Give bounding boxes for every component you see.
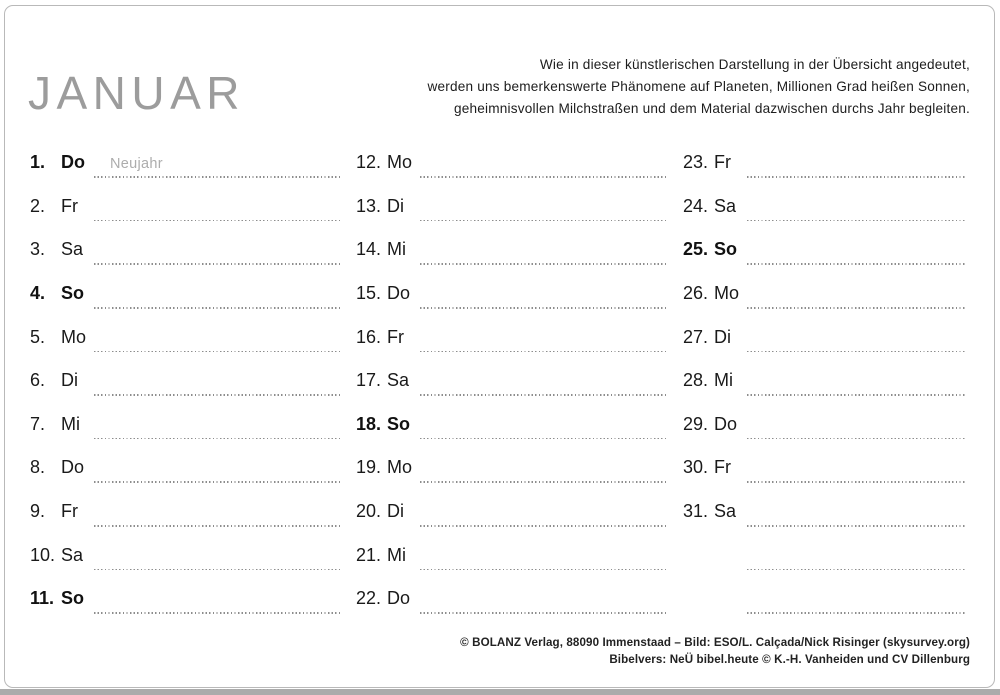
calendar-column bbox=[356, 147, 668, 627]
day-label bbox=[683, 327, 731, 348]
day-label bbox=[683, 152, 731, 173]
day-number: 20. bbox=[356, 501, 382, 522]
day-row bbox=[683, 147, 968, 191]
day-row bbox=[356, 147, 668, 191]
weekday-abbr: Di bbox=[61, 370, 78, 391]
day-number: 25. bbox=[683, 239, 709, 260]
day-label bbox=[30, 501, 78, 522]
day-row bbox=[683, 278, 968, 322]
day-label bbox=[30, 588, 84, 609]
day-row bbox=[30, 234, 343, 278]
weekday-abbr: So bbox=[61, 282, 85, 303]
day-label bbox=[683, 196, 736, 217]
day-number: 14. bbox=[356, 239, 382, 260]
day-label bbox=[30, 545, 83, 566]
weekday-abbr: Sa bbox=[387, 370, 410, 391]
weekday-abbr: Fr bbox=[61, 195, 78, 216]
day-number: 12. bbox=[356, 152, 382, 172]
weekday-abbr: So bbox=[714, 239, 738, 260]
writing-line bbox=[94, 263, 341, 265]
day-number: 17. bbox=[356, 370, 382, 391]
day-row bbox=[30, 409, 343, 453]
day-number: 8. bbox=[30, 457, 46, 478]
day-number: 26. bbox=[683, 282, 709, 303]
day-label bbox=[683, 370, 733, 391]
writing-line bbox=[94, 612, 341, 614]
writing-line bbox=[747, 612, 966, 614]
day-number: 11. bbox=[30, 588, 55, 609]
writing-line bbox=[420, 569, 666, 571]
weekday-abbr: Mo bbox=[387, 152, 413, 172]
day-label bbox=[30, 283, 84, 304]
day-row bbox=[30, 452, 343, 496]
day-number: 29. bbox=[683, 413, 709, 434]
day-number: 1. bbox=[30, 152, 46, 172]
weekday-abbr: Do bbox=[61, 152, 85, 172]
writing-line bbox=[420, 525, 666, 527]
weekday-abbr: Sa bbox=[714, 195, 737, 216]
writing-line bbox=[747, 307, 966, 309]
intro-line: geheimnisvollen Milchstraßen und dem Material dazwischen durchs Jahr begleiten. bbox=[453, 100, 970, 116]
intro-line: Wie in dieser künstlerischen Darstellung in der Übersicht angedeutet, bbox=[539, 57, 970, 72]
day-label bbox=[30, 414, 80, 435]
day-label bbox=[30, 327, 86, 348]
weekday-abbr: Mi bbox=[387, 239, 406, 260]
day-row bbox=[356, 278, 668, 322]
day-row bbox=[356, 452, 668, 496]
writing-line bbox=[420, 176, 666, 178]
day-label bbox=[356, 196, 404, 217]
writing-line bbox=[747, 438, 966, 440]
calendar-column bbox=[30, 147, 343, 627]
day-number: 13. bbox=[356, 195, 382, 216]
writing-line bbox=[94, 351, 341, 353]
weekday-abbr: Fr bbox=[387, 326, 404, 347]
day-number: 28. bbox=[683, 370, 709, 391]
writing-line bbox=[747, 569, 966, 571]
credit-line: Bibelvers: NeÜ bibel.heute © K.-H. Vanheiden und CV Dillenburg bbox=[609, 652, 970, 666]
writing-line bbox=[94, 394, 341, 396]
writing-line bbox=[747, 394, 966, 396]
day-row bbox=[30, 278, 343, 322]
writing-line bbox=[94, 525, 341, 527]
writing-line bbox=[94, 220, 341, 222]
day-row bbox=[30, 496, 343, 540]
writing-line bbox=[94, 438, 341, 440]
weekday-abbr: Fr bbox=[714, 457, 731, 478]
weekday-abbr: Mo bbox=[61, 326, 87, 347]
day-row bbox=[683, 452, 968, 496]
day-row bbox=[30, 191, 343, 235]
day-row bbox=[30, 147, 343, 191]
weekday-abbr: Do bbox=[387, 588, 411, 609]
weekday-abbr: Mi bbox=[714, 370, 733, 391]
day-number: 7. bbox=[30, 413, 46, 434]
day-row bbox=[683, 234, 968, 278]
day-label bbox=[356, 545, 406, 566]
writing-line bbox=[747, 481, 966, 483]
day-number: 5. bbox=[30, 326, 46, 347]
day-row bbox=[30, 540, 343, 584]
calendar-column bbox=[683, 147, 968, 627]
day-row bbox=[356, 322, 668, 366]
weekday-abbr: Sa bbox=[61, 239, 84, 260]
day-row bbox=[683, 496, 968, 540]
day-number: 23. bbox=[683, 152, 709, 172]
weekday-abbr: Sa bbox=[61, 544, 84, 565]
day-number: 10. bbox=[30, 544, 56, 565]
writing-line bbox=[94, 481, 341, 483]
day-label bbox=[30, 457, 84, 478]
weekday-abbr: Di bbox=[387, 195, 404, 216]
writing-line bbox=[747, 525, 966, 527]
day-label bbox=[683, 457, 731, 478]
weekday-abbr: Mi bbox=[61, 413, 80, 434]
day-label bbox=[30, 370, 78, 391]
intro-text bbox=[330, 54, 970, 119]
weekday-abbr: Sa bbox=[714, 501, 737, 522]
month-title: JANUAR bbox=[28, 67, 246, 119]
day-label bbox=[30, 239, 83, 260]
day-row bbox=[30, 583, 343, 627]
day-label bbox=[356, 283, 410, 304]
day-number: 30. bbox=[683, 457, 709, 478]
day-number: 4. bbox=[30, 282, 46, 303]
weekday-abbr: Mi bbox=[387, 544, 406, 565]
writing-line bbox=[747, 176, 966, 178]
writing-line bbox=[747, 351, 966, 353]
credit-line: © BOLANZ Verlag, 88090 Immenstaad – Bild: ESO/L. Calçada/Nick Risinger (skysurvey.org) bbox=[460, 636, 970, 649]
writing-line bbox=[747, 220, 966, 222]
day-label bbox=[356, 327, 404, 348]
writing-line bbox=[94, 176, 341, 178]
writing-line bbox=[420, 307, 666, 309]
weekday-abbr: Do bbox=[61, 457, 85, 478]
weekday-abbr: Fr bbox=[714, 152, 731, 172]
writing-line bbox=[94, 307, 341, 309]
day-label bbox=[683, 239, 737, 260]
day-label bbox=[683, 501, 736, 522]
empty-row bbox=[683, 540, 968, 584]
day-label bbox=[356, 457, 412, 478]
day-number: 9. bbox=[30, 501, 46, 522]
day-row bbox=[356, 496, 668, 540]
day-label bbox=[30, 152, 85, 173]
day-number: 24. bbox=[683, 195, 709, 216]
weekday-abbr: Di bbox=[387, 501, 404, 522]
day-label bbox=[356, 588, 410, 609]
holiday-note: Neujahr bbox=[110, 156, 163, 172]
weekday-abbr: Do bbox=[714, 413, 738, 434]
day-row bbox=[356, 540, 668, 584]
day-label bbox=[356, 501, 404, 522]
day-number: 18. bbox=[356, 413, 382, 434]
day-row bbox=[30, 365, 343, 409]
day-number: 31. bbox=[683, 501, 709, 522]
writing-line bbox=[747, 263, 966, 265]
day-number: 15. bbox=[356, 282, 382, 303]
day-number: 22. bbox=[356, 588, 382, 609]
day-label bbox=[683, 414, 737, 435]
day-row bbox=[683, 409, 968, 453]
writing-line bbox=[420, 612, 666, 614]
page-bottom-edge bbox=[0, 689, 1000, 695]
day-row bbox=[356, 191, 668, 235]
day-label bbox=[683, 283, 739, 304]
weekday-abbr: Mo bbox=[714, 282, 740, 303]
writing-line bbox=[420, 351, 666, 353]
day-row bbox=[356, 234, 668, 278]
intro-line: werden uns bemerkenswerte Phänomene auf Planeten, Millionen Grad heißen Sonnen, bbox=[427, 78, 970, 94]
day-number: 2. bbox=[30, 195, 46, 216]
weekday-abbr: Do bbox=[387, 282, 411, 303]
weekday-abbr: So bbox=[61, 588, 85, 609]
day-label bbox=[356, 239, 406, 260]
writing-line bbox=[420, 394, 666, 396]
weekday-abbr: Fr bbox=[61, 501, 78, 522]
day-number: 21. bbox=[356, 544, 382, 565]
weekday-abbr: Mo bbox=[387, 457, 413, 478]
empty-row bbox=[683, 583, 968, 627]
day-row bbox=[683, 365, 968, 409]
weekday-abbr: Di bbox=[714, 326, 731, 347]
day-label bbox=[356, 152, 412, 173]
day-number: 27. bbox=[683, 326, 709, 347]
writing-line bbox=[420, 263, 666, 265]
writing-line bbox=[420, 220, 666, 222]
day-row bbox=[30, 322, 343, 366]
credits bbox=[350, 635, 970, 668]
day-number: 3. bbox=[30, 239, 46, 260]
day-row bbox=[683, 322, 968, 366]
day-row bbox=[683, 191, 968, 235]
day-label bbox=[30, 196, 78, 217]
weekday-abbr: So bbox=[387, 413, 411, 434]
day-row bbox=[356, 409, 668, 453]
writing-line bbox=[420, 438, 666, 440]
writing-line bbox=[420, 481, 666, 483]
day-number: 16. bbox=[356, 326, 382, 347]
day-number: 6. bbox=[30, 370, 46, 391]
day-row bbox=[356, 583, 668, 627]
day-label bbox=[356, 414, 410, 435]
day-number: 19. bbox=[356, 457, 382, 478]
day-row bbox=[356, 365, 668, 409]
writing-line bbox=[94, 569, 341, 571]
day-label bbox=[356, 370, 409, 391]
